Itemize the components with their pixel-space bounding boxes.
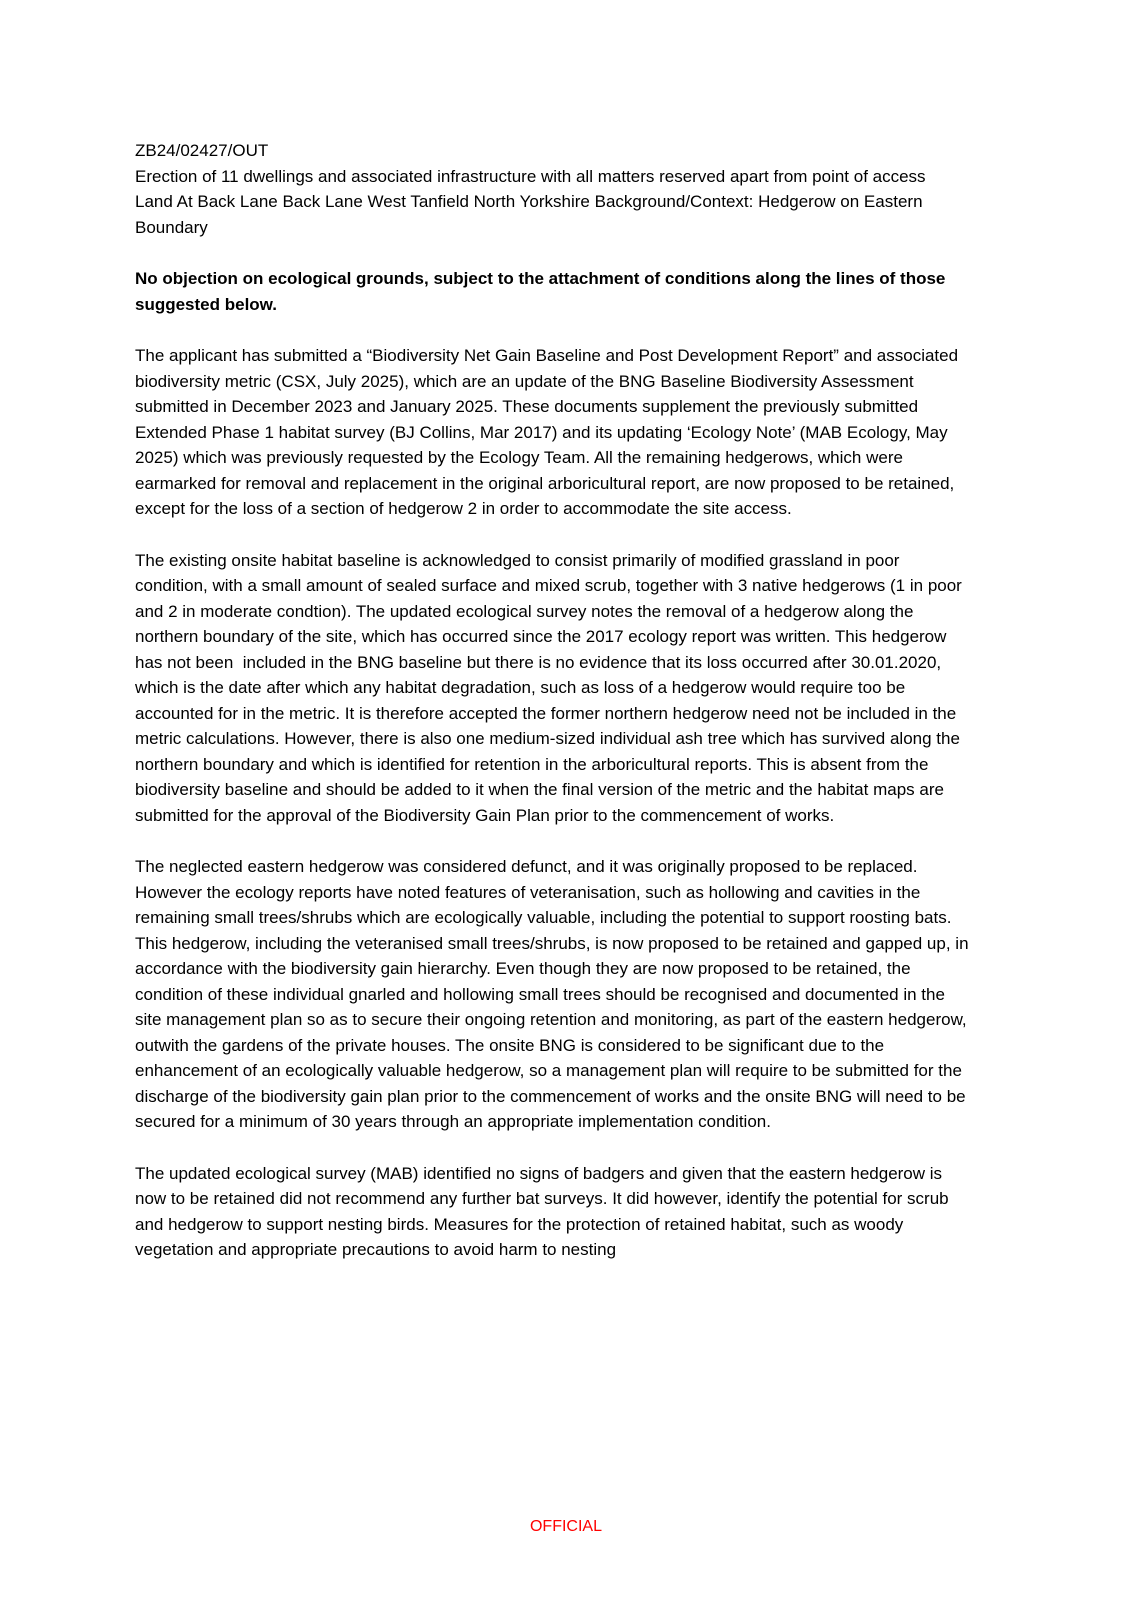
application-reference: ZB24/02427/OUT	[135, 141, 269, 160]
body-paragraph-4: The updated ecological survey (MAB) identified no signs of badgers and given that the eastern hedgerow is now to be retained did not recommend any further bat surveys. It did however, identify the potential for scrub and hedgerow to support nesting birds. Measures for the protection of retained habitat, such as woody vegetation and appropriate precautions to avoid harm to nesting	[135, 1163, 954, 1259]
body-paragraph-2: The existing onsite habitat baseline is acknowledged to consist primarily of modified grassland in poor condition, with a small amount of sealed surface and mixed scrub, together with 3 native hedgerows (1 in poor and 2 in moderate condtion). The updated ecological survey notes the removal of a hedgerow along the northern boundary of the site, which has occurred since the 2017 ecology report was written. This hedgerow has not been included in the BNG baseline but there is no evidence that its loss occurred after 30.01.2020, which is the date after which any habitat degradation, such as loss of a hedgerow would require too be accounted for in the metric. It is therefore accepted the former northern hedgerow need not be included in the metric calculations. However, there is also one medium-sized individual ash tree which has survived along the northern boundary and which is identified for retention in the arboricultural reports. This is absent from the biodiversity baseline and should be added to it when the final version of the metric and the habitat maps are submitted for the approval of the Biodiversity Gain Plan prior to the commencement of works.	[135, 550, 967, 825]
application-proposal: Erection of 11 dwellings and associated infrastructure with all matters reserved apart from point of access	[135, 166, 926, 186]
application-header	[135, 138, 971, 240]
official-marking: OFFICIAL	[529, 1518, 602, 1535]
body-paragraph-1: The applicant has submitted a “Biodiversity Net Gain Baseline and Post Development Report” and associated biodiversity metric (CSX, July 2025), which are an update of the BNG Baseline Biodiversity Assessment submitted in December 2023 and January 2025. These documents supplement the previously submitted Extended Phase 1 habitat survey (BJ Collins, Mar 2017) and its updating ‘Ecology Note’ (MAB Ecology, May 2025) which was previously requested by the Ecology Team. All the remaining hedgerows, which were earmarked for removal and replacement in the original arboricultural report, are now proposed to be retained, except for the loss of a section of hedgerow 2 in order to accommodate the site access.	[135, 346, 963, 518]
document-content	[135, 138, 974, 1289]
application-location: Land At Back Lane Back Lane West Tanfield North Yorkshire Background/Context: Hedgerow on Eastern Boundary	[135, 192, 928, 237]
body-paragraph-3: The neglected eastern hedgerow was considered defunct, and it was originally proposed to be replaced. However the ecology reports have noted features of veteranisation, such as hollowing and cavities in the remaining small trees/shrubs which are ecologically valuable, including the potential to support roosting bats. This hedgerow, including the veteranised small trees/shrubs, is now proposed to be retained and gapped up, in accordance with the biodiversity gain hierarchy. Even though they are now proposed to be retained, the condition of these individual gnarled and hollowing small trees should be recognised and documented in the site management plan so as to secure their ongoing retention and monitoring, as part of the eastern hedgerow, outwith the gardens of the private houses. The onsite BNG is considered to be significant due to the enhancement of an ecologically valuable hedgerow, so a management plan will require to be submitted for the discharge of the biodiversity gain plan prior to the commencement of works and the onsite BNG will need to be secured for a minimum of 30 years through an appropriate implementation condition.	[135, 857, 974, 1131]
recommendation-statement: No objection on ecological grounds, subject to the attachment of conditions along the lines of those suggested below.	[135, 269, 951, 314]
